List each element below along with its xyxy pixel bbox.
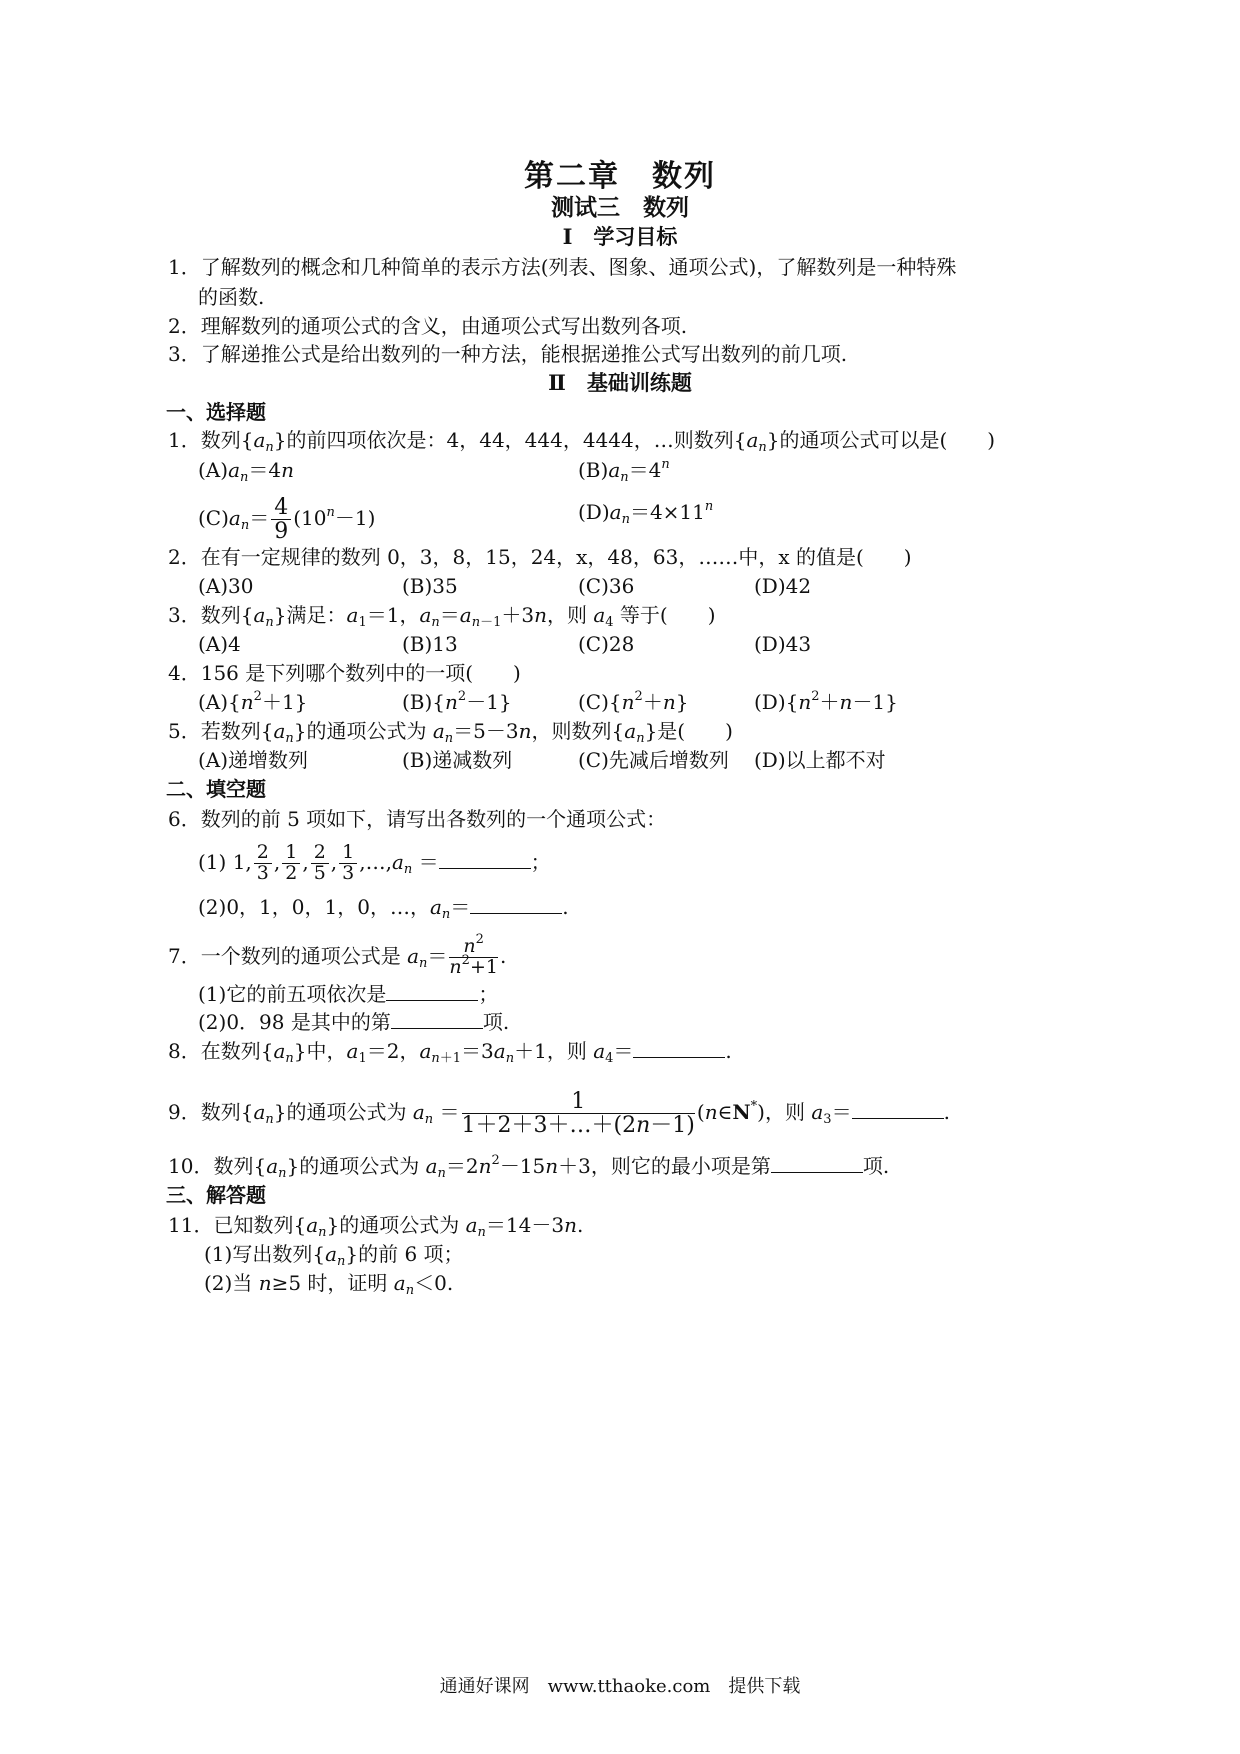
q4-option-c: $(C)\{n^2+n\}$: [578, 689, 689, 714]
goal-1: 1．了解数列的概念和几种简单的表示方法(列表、图象、通项公式)，了解数列是一种特殊: [168, 255, 957, 279]
q1-option-c: $(C)a_n=$ $\frac{4}{9}$ $(10^n-1)$: [198, 495, 376, 545]
q3-option-a: (A)4: [198, 632, 241, 656]
q2-option-b: (B)35: [402, 574, 458, 598]
q3-option-b: (B)13: [402, 632, 458, 656]
q1-option-a: $(A)a_n=4n$: [198, 458, 294, 485]
q7-part-2: (2)0．98 是其中的第 项.: [198, 1010, 510, 1034]
q11-part-1: (1)写出数列$\{a_n\}$的前 6 项；: [204, 1242, 464, 1269]
chapter-title: 第二章 数列: [524, 159, 716, 194]
test-subtitle: 测试三 数列: [551, 194, 689, 221]
q3-option-d: (D)43: [754, 632, 812, 656]
q2-option-a: (A)30: [198, 574, 254, 598]
question-1: 1．数列$\{a_n\}$的前四项依次是：4，44，444，4444，…则数列$\{a_n\}$的通项公式可以是( ): [168, 428, 996, 455]
question-8: 8．在数列$\{a_n\}$中，$a_1=2$，$a_{n+1}=3a_n+1$，则 $a_4=$ .: [168, 1039, 732, 1066]
question-9: 9．数列$\{a_n\}$的通项公式为 $a_n$ ＝ $\frac{1}{1+2+3+\dots+(2n-1)}$ (n∈N*)，则 $a_3=$ .: [168, 1089, 950, 1139]
goal-1-continued: 的函数.: [198, 285, 265, 309]
answer-blank: [852, 1100, 944, 1119]
q1-option-b: $(B)a_n=4^n$: [578, 457, 670, 485]
q3-option-c: (C)28: [578, 632, 635, 656]
question-5: 5．若数列$\{a_n\}$的通项公式为 $a_n=5-3n$，则数列$\{a_n\}$是( ): [168, 719, 733, 746]
footer-text: 通通好课网 www.tthaoke.com 提供下载: [439, 1676, 801, 1697]
answer-blank: [771, 1154, 863, 1173]
answer-blank: [633, 1039, 725, 1058]
answer-blank: [386, 982, 478, 1001]
section-basic-training: Ⅱ 基础训练题: [548, 370, 692, 395]
question-7: 7．一个数列的通项公式是 $a_n=$ $\frac{n^2}{n^2+1}$ .: [168, 932, 507, 978]
question-10: 10．数列$\{a_n\}$的通项公式为 $a_n=2n^2-15n+3$，则它的最小项是第 项.: [168, 1153, 890, 1181]
q5-option-a: (A)递增数列: [198, 748, 309, 772]
q1-option-d: $(D)a_n=4\times 11^n$: [578, 499, 714, 527]
q2-option-c: (C)36: [578, 574, 635, 598]
section-learning-goals: Ⅰ 学习目标: [562, 224, 678, 249]
part-multiple-choice: 一、选择题: [166, 400, 266, 424]
question-3: 3．数列$\{a_n\}$满足：$a_1=1$，$a_n=a_{n-1}+3n$，则 $a_4$ 等于( ): [168, 603, 716, 630]
q2-option-d: (D)42: [754, 574, 812, 598]
q4-option-d: $(D)\{n^2+n-1\}$: [754, 689, 898, 714]
question-11: 11．已知数列$\{a_n\}$的通项公式为 $a_n=14-3n$.: [168, 1213, 584, 1240]
q4-option-a: $(A)\{n^2+1\}$: [198, 689, 308, 714]
question-4: 4．156 是下列哪个数列中的一项( ): [168, 661, 521, 685]
q11-part-2: (2)当 n≥5 时，证明 $a_n<0$.: [204, 1271, 454, 1298]
q4-option-b: $(B)\{n^2-1\}$: [402, 689, 512, 714]
q5-option-b: (B)递减数列: [402, 748, 513, 772]
answer-blank: [439, 850, 531, 869]
q7-part-1: (1)它的前五项依次是 ；: [198, 982, 499, 1006]
part-solution: 三、解答题: [166, 1183, 266, 1207]
q5-option-d: (D)以上都不对: [754, 748, 886, 772]
q5-option-c: (C)先减后增数列: [578, 748, 729, 772]
question-2: 2．在有一定规律的数列 0，3，8，15，24，x，48，63，……中，x 的值是( ): [168, 545, 912, 569]
q6-part-2: (2)0，1，0，1，0，…，$a_n=$ .: [198, 895, 569, 922]
goal-2: 2．理解数列的通项公式的含义，由通项公式写出数列各项.: [168, 314, 688, 338]
goal-3: 3．了解递推公式是给出数列的一种方法，能根据递推公式写出数列的前几项.: [168, 342, 848, 366]
answer-blank: [470, 895, 562, 914]
question-6: 6．数列的前 5 项如下，请写出各数列的一个通项公式：: [168, 807, 667, 831]
part-fill-in: 二、填空题: [166, 777, 266, 801]
answer-blank: [391, 1010, 483, 1029]
q6-part-1: (1) 1, $\frac{2}{3}$ , $\frac{1}{2}$ , $\frac{2}{5}$ , $\frac{1}{3}$ $,\dots,a_n$ ＝ ；: [198, 841, 551, 884]
